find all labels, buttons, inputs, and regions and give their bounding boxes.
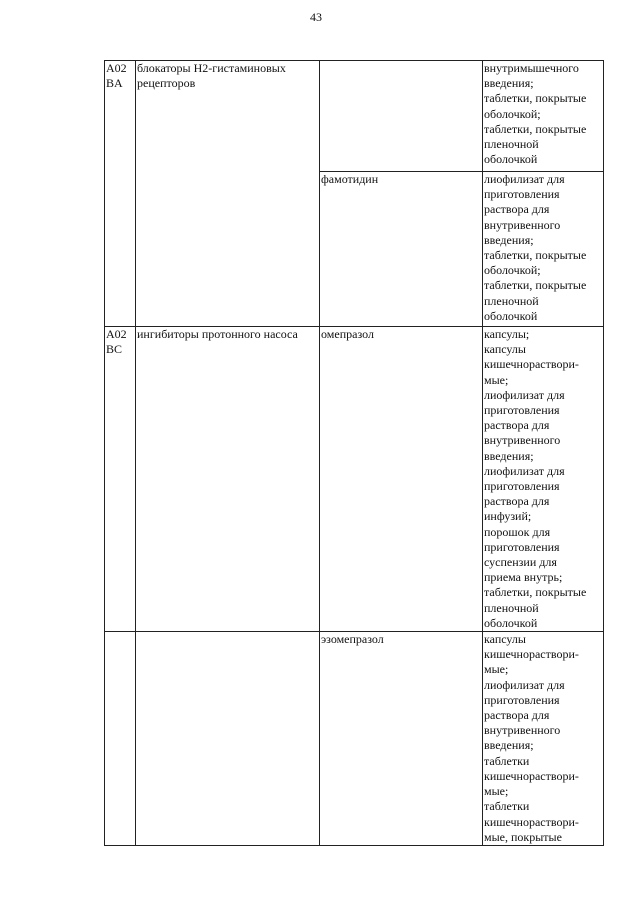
drug-classification-table [104,60,604,846]
dosage-form-cell: капсулы кишечнораствори- мые; лиофилизат для приготовления раствора для внутривенного введения; таблетки кишечнораствори- мые; таблетки кишечнораствори- мые, покрытые [483,632,604,846]
dosage-form-cell: лиофилизат для приготовления раствора для внутривенного введения; таблетки, покрытые оболочкой; таблетки, покрытые пленочной оболочкой [483,172,604,327]
inn-cell: эзомепразол [320,632,483,846]
table-row [105,327,604,632]
drug-group-cell [136,632,320,846]
drug-group-cell: блокаторы Н2-гистаминовых рецепторов [136,61,320,327]
inn-cell: омепразол [320,327,483,632]
table-row [105,632,604,846]
atc-code-cell: A02 BA [105,61,136,327]
atc-code-cell [105,632,136,846]
drug-group-cell: ингибиторы протонного насоса [136,327,320,632]
inn-cell: фамотидин [320,172,483,327]
table-row [105,61,604,172]
inn-cell [320,61,483,172]
page-number: 43 [310,10,322,24]
dosage-form-cell: внутримышечного введения; таблетки, покрытые оболочкой; таблетки, покрытые пленочной оболочкой [483,61,604,172]
atc-code-cell: A02 BC [105,327,136,632]
dosage-form-cell: капсулы; капсулы кишечнораствори- мые; лиофилизат для приготовления раствора для внутривенного введения; лиофилизат для приготовления раствора для инфузий; порошок для приготовления суспензии для приема внутрь; таблетки, покрытые пленочной оболочкой [483,327,604,632]
